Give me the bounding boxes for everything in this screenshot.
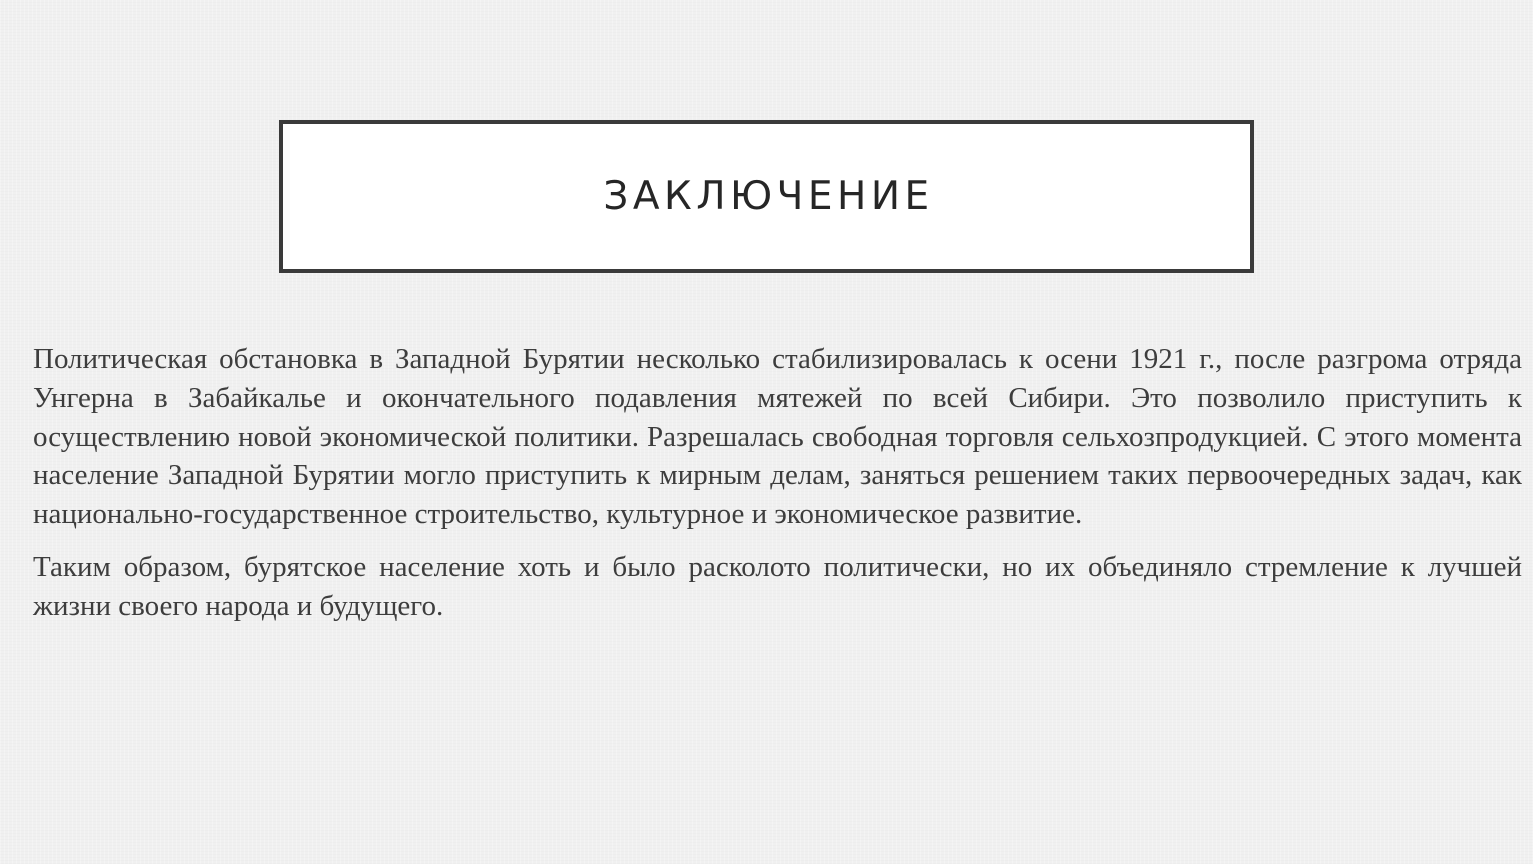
body-text — [33, 340, 1522, 626]
paragraph-2: Таким образом, бурятское население хоть и было расколото политически, но их объединяло стремление к лучшей жизни своего народа и будущего. — [33, 550, 1522, 622]
title-box — [279, 120, 1254, 273]
paragraph-1: Политическая обстановка в Западной Бурятии несколько стабилизировалась к осени 1921 г., после разгрома отряда Унгерна в Забайкалье и окончательного подавления мятежей по всей Сибири. Это позволило приступить к осуществлению новой экономической политики. Разрешалась свободная торговля сельхозпродукцией. С этого момента население Западной Бурятии могло приступить к мирным делам, заняться решением таких первоочередных задач, как национально-государственное строительство, культурное и экономическое развитие. — [33, 343, 1522, 531]
slide-title: ЗАКЛЮЧЕНИЕ — [603, 174, 934, 219]
